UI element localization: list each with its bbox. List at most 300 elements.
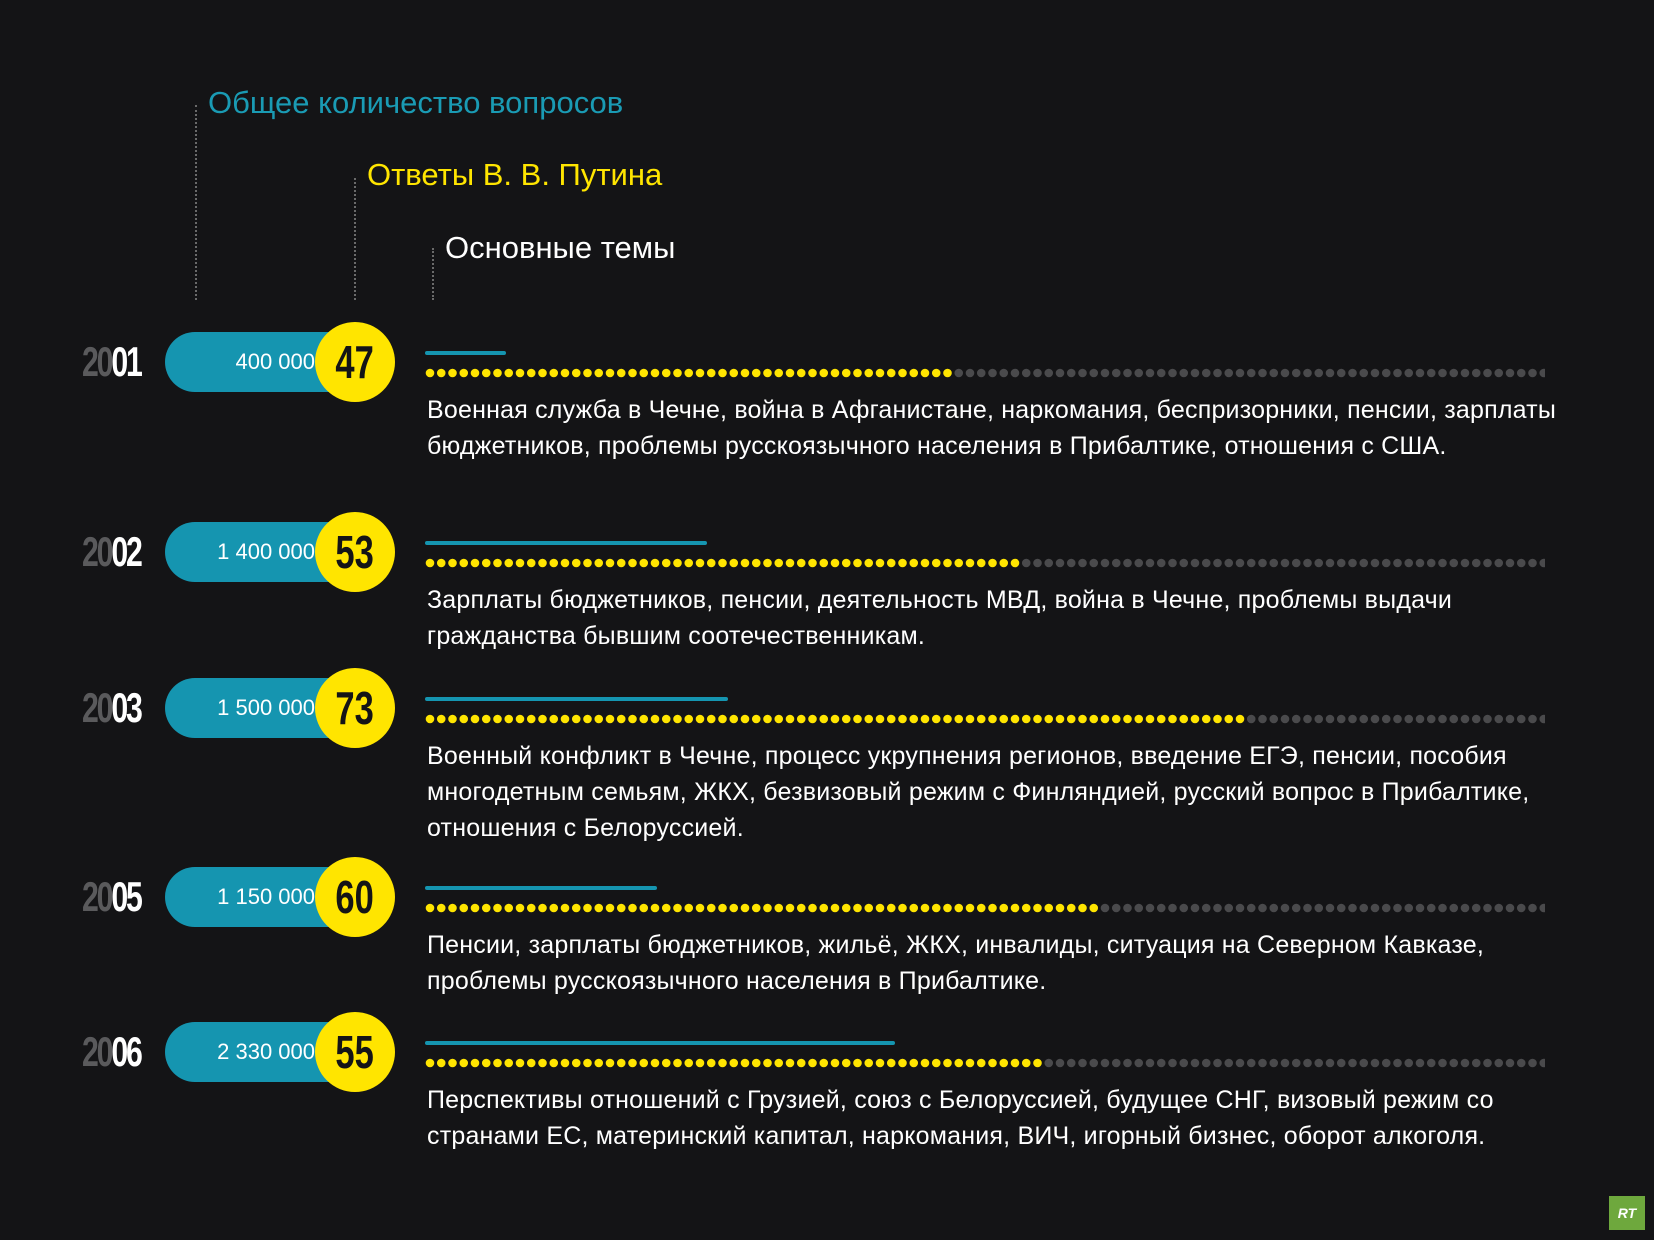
answer-dot-empty — [1359, 715, 1368, 724]
answer-dot-empty — [1483, 369, 1492, 378]
answer-dot-filled — [561, 715, 570, 724]
answer-dot-filled — [887, 369, 896, 378]
answer-dot-filled — [999, 715, 1008, 724]
answer-dot-filled — [426, 1059, 435, 1068]
answer-dot-filled — [1022, 715, 1031, 724]
answer-dot-filled — [774, 904, 783, 913]
answer-dot-filled — [999, 559, 1008, 568]
answer-dot-filled — [493, 1059, 502, 1068]
answer-dot-filled — [887, 1059, 896, 1068]
total-questions-value: 1 150 000 — [217, 884, 315, 909]
answer-dot-filled — [561, 369, 570, 378]
answer-dot-filled — [583, 1059, 592, 1068]
guide-line-topics — [432, 248, 434, 300]
answer-dot-filled — [718, 1059, 727, 1068]
answer-dot-empty — [1404, 715, 1413, 724]
answer-dot-filled — [921, 1059, 930, 1068]
answer-dot-filled — [966, 1059, 975, 1068]
answer-dot-filled — [471, 559, 480, 568]
answer-dot-filled — [741, 715, 750, 724]
answer-dot-empty — [1314, 904, 1323, 913]
rt-logo: RT — [1609, 1196, 1645, 1230]
answer-dot-empty — [1438, 369, 1447, 378]
answer-dot-filled — [943, 559, 952, 568]
answer-dot-empty — [999, 369, 1008, 378]
answer-dot-filled — [606, 369, 615, 378]
answer-dot-filled — [459, 1059, 468, 1068]
answer-dot-empty — [1359, 904, 1368, 913]
answer-dot-filled — [673, 715, 682, 724]
answers-count-value: 60 — [335, 871, 375, 923]
answer-dot-filled — [921, 715, 930, 724]
answer-dot-filled — [1011, 559, 1020, 568]
answer-dot-empty — [1506, 559, 1515, 568]
answer-dot-filled — [1179, 715, 1188, 724]
answer-dot-filled — [763, 715, 772, 724]
answer-dot-empty — [1146, 559, 1155, 568]
total-questions-bar — [425, 1041, 895, 1045]
answer-dot-filled — [639, 715, 648, 724]
answer-dot-empty — [1089, 559, 1098, 568]
answer-dot-filled — [831, 715, 840, 724]
answer-dot-filled — [572, 904, 581, 913]
answer-dot-empty — [1449, 1059, 1458, 1068]
answer-dot-filled — [718, 559, 727, 568]
answer-dot-empty — [1213, 559, 1222, 568]
answer-dot-filled — [797, 904, 806, 913]
answer-dot-filled — [954, 559, 963, 568]
answer-dot-filled — [876, 559, 885, 568]
answer-dot-filled — [1236, 715, 1245, 724]
answer-dot-filled — [482, 904, 491, 913]
answer-dot-filled — [493, 904, 502, 913]
answer-dot-filled — [752, 715, 761, 724]
answer-dot-filled — [583, 559, 592, 568]
answer-dot-filled — [932, 715, 941, 724]
answer-dot-filled — [819, 369, 828, 378]
answer-dot-filled — [1033, 715, 1042, 724]
answer-dot-filled — [943, 369, 952, 378]
total-questions-value: 1 500 000 — [217, 695, 315, 720]
answer-dot-filled — [527, 715, 536, 724]
answer-dot-filled — [707, 369, 716, 378]
answer-dot-empty — [1168, 369, 1177, 378]
answer-dot-filled — [448, 904, 457, 913]
answer-dot-empty — [1292, 1059, 1301, 1068]
answer-dot-empty — [1089, 369, 1098, 378]
answer-dot-filled — [1022, 1059, 1031, 1068]
answer-dot-filled — [662, 559, 671, 568]
answer-dot-filled — [1022, 904, 1031, 913]
answer-dot-empty — [1528, 1059, 1537, 1068]
answer-dot-filled — [482, 369, 491, 378]
guide-line-total — [195, 105, 197, 300]
answer-dot-empty — [1123, 559, 1132, 568]
answer-dot-filled — [853, 1059, 862, 1068]
answer-dot-empty — [1539, 559, 1545, 568]
total-questions-bar — [425, 541, 707, 545]
answer-dot-empty — [1517, 904, 1526, 913]
answer-dot-empty — [1078, 559, 1087, 568]
year-label — [82, 685, 141, 731]
year-suffix: 05 — [111, 873, 141, 920]
answer-dot-empty — [1539, 369, 1545, 378]
answer-dot-filled — [662, 904, 671, 913]
answer-dot-empty — [1461, 1059, 1470, 1068]
answer-dot-filled — [864, 715, 873, 724]
year-prefix: 20 — [82, 1028, 112, 1075]
answer-dot-empty — [1202, 904, 1211, 913]
answer-dot-filled — [741, 559, 750, 568]
answer-dot-filled — [459, 559, 468, 568]
answer-dot-filled — [977, 715, 986, 724]
answer-dot-filled — [583, 715, 592, 724]
answer-dot-filled — [977, 904, 986, 913]
answer-dot-filled — [786, 904, 795, 913]
answer-dot-empty — [1337, 904, 1346, 913]
answer-dot-filled — [876, 715, 885, 724]
answer-dot-filled — [954, 904, 963, 913]
answer-dot-empty — [1134, 559, 1143, 568]
answer-dot-filled — [988, 904, 997, 913]
answer-dot-filled — [572, 715, 581, 724]
answer-dot-filled — [966, 904, 975, 913]
answer-dot-filled — [437, 1059, 446, 1068]
answer-dot-filled — [842, 715, 851, 724]
answer-dot-empty — [1539, 904, 1545, 913]
answer-dot-empty — [1134, 904, 1143, 913]
answer-dot-filled — [493, 559, 502, 568]
total-questions-bar — [425, 886, 657, 890]
answer-dot-filled — [876, 904, 885, 913]
answer-dot-filled — [639, 904, 648, 913]
answer-dot-filled — [853, 904, 862, 913]
year-label — [82, 1029, 141, 1075]
answer-dot-filled — [977, 1059, 986, 1068]
answer-dot-filled — [729, 904, 738, 913]
answers-dot-scale — [425, 712, 1545, 726]
answer-dot-filled — [786, 369, 795, 378]
total-questions-bar — [425, 351, 506, 355]
answer-dot-filled — [774, 369, 783, 378]
answer-dot-empty — [1303, 559, 1312, 568]
answer-dot-filled — [1056, 904, 1065, 913]
answer-dot-empty — [1067, 369, 1076, 378]
answer-dot-empty — [1089, 1059, 1098, 1068]
answer-dot-filled — [527, 559, 536, 568]
answer-dot-empty — [1371, 715, 1380, 724]
answer-dot-empty — [1427, 904, 1436, 913]
answer-dot-filled — [594, 1059, 603, 1068]
answer-dot-empty — [1281, 369, 1290, 378]
answer-dot-filled — [909, 904, 918, 913]
answers-dot-scale — [425, 1056, 1545, 1070]
answer-dot-filled — [774, 715, 783, 724]
answer-dot-filled — [504, 715, 513, 724]
answer-dot-filled — [684, 1059, 693, 1068]
answer-dot-empty — [1382, 715, 1391, 724]
answer-dot-filled — [538, 904, 547, 913]
answer-dot-filled — [718, 904, 727, 913]
answer-dot-empty — [1179, 369, 1188, 378]
answer-dot-filled — [999, 904, 1008, 913]
answer-dot-filled — [448, 369, 457, 378]
answer-dot-empty — [1359, 1059, 1368, 1068]
answer-dot-empty — [1258, 715, 1267, 724]
year-label — [82, 874, 141, 920]
answer-dot-filled — [707, 715, 716, 724]
answer-dot-filled — [1112, 715, 1121, 724]
answer-dot-empty — [1337, 1059, 1346, 1068]
answer-dot-filled — [583, 904, 592, 913]
year-suffix: 06 — [111, 1028, 141, 1075]
answers-count-value: 47 — [335, 336, 375, 388]
answer-dot-empty — [1427, 559, 1436, 568]
answer-dot-filled — [864, 559, 873, 568]
answer-dot-empty — [1056, 369, 1065, 378]
answer-dot-empty — [1539, 715, 1545, 724]
answer-dot-empty — [1461, 559, 1470, 568]
answer-dot-filled — [651, 1059, 660, 1068]
answers-count-circle — [315, 857, 395, 937]
answer-dot-empty — [1281, 715, 1290, 724]
answer-dot-filled — [786, 715, 795, 724]
answer-dot-empty — [1449, 559, 1458, 568]
answer-dot-filled — [763, 369, 772, 378]
answer-dot-empty — [1157, 369, 1166, 378]
answer-dot-filled — [752, 559, 761, 568]
answer-dot-filled — [808, 904, 817, 913]
answer-dot-empty — [1213, 904, 1222, 913]
answer-dot-filled — [797, 715, 806, 724]
answer-dot-filled — [696, 715, 705, 724]
answer-dot-empty — [1224, 369, 1233, 378]
answer-dot-filled — [572, 369, 581, 378]
answer-dot-filled — [606, 559, 615, 568]
answer-dot-filled — [1056, 715, 1065, 724]
answer-dot-empty — [1483, 559, 1492, 568]
answer-dot-filled — [1168, 715, 1177, 724]
answer-dot-empty — [1056, 1059, 1065, 1068]
answer-dot-filled — [527, 369, 536, 378]
answer-dot-filled — [437, 904, 446, 913]
answer-dot-filled — [966, 715, 975, 724]
answer-dot-empty — [1393, 904, 1402, 913]
answer-dot-empty — [1371, 904, 1380, 913]
year-prefix: 20 — [82, 873, 112, 920]
answer-dot-empty — [1416, 559, 1425, 568]
answer-dot-empty — [1224, 559, 1233, 568]
answer-dot-empty — [1269, 559, 1278, 568]
answer-dot-filled — [437, 369, 446, 378]
answer-dot-empty — [1472, 1059, 1481, 1068]
answer-dot-filled — [482, 559, 491, 568]
answer-dot-empty — [1393, 369, 1402, 378]
answer-dot-filled — [673, 559, 682, 568]
answer-dot-filled — [594, 904, 603, 913]
answer-dot-filled — [831, 559, 840, 568]
answer-dot-filled — [426, 715, 435, 724]
answer-dot-empty — [1202, 559, 1211, 568]
answer-dot-filled — [471, 904, 480, 913]
answer-dot-filled — [696, 559, 705, 568]
answer-dot-empty — [1382, 369, 1391, 378]
answer-dot-filled — [831, 369, 840, 378]
answer-dot-filled — [1224, 715, 1233, 724]
answer-dot-filled — [842, 904, 851, 913]
answer-dot-empty — [966, 369, 975, 378]
answer-dot-empty — [1382, 559, 1391, 568]
answer-dot-empty — [1314, 369, 1323, 378]
answer-dot-filled — [921, 369, 930, 378]
answer-dot-filled — [741, 1059, 750, 1068]
answer-dot-empty — [1427, 369, 1436, 378]
answer-dot-filled — [898, 1059, 907, 1068]
answer-dot-filled — [504, 559, 513, 568]
answer-dot-empty — [1044, 559, 1053, 568]
answer-dot-filled — [651, 904, 660, 913]
answer-dot-empty — [1427, 1059, 1436, 1068]
answer-dot-filled — [763, 559, 772, 568]
answer-dot-filled — [628, 715, 637, 724]
answer-dot-filled — [876, 369, 885, 378]
answer-dot-empty — [1179, 559, 1188, 568]
answer-dot-filled — [617, 1059, 626, 1068]
answer-dot-empty — [1157, 1059, 1166, 1068]
header-total-questions: Общее количество вопросов — [208, 85, 624, 120]
answer-dot-empty — [1123, 369, 1132, 378]
answers-count-value: 53 — [335, 526, 375, 578]
answer-dot-empty — [1112, 904, 1121, 913]
answer-dot-empty — [1472, 715, 1481, 724]
answer-dot-filled — [606, 1059, 615, 1068]
answer-dot-empty — [1337, 715, 1346, 724]
answer-dot-empty — [1146, 1059, 1155, 1068]
answer-dot-filled — [594, 715, 603, 724]
answer-dot-filled — [673, 369, 682, 378]
answer-dot-empty — [1494, 369, 1503, 378]
answer-dot-filled — [572, 1059, 581, 1068]
answer-dot-empty — [1506, 904, 1515, 913]
answer-dot-filled — [606, 715, 615, 724]
answer-dot-filled — [774, 559, 783, 568]
answer-dot-empty — [1517, 369, 1526, 378]
answer-dot-empty — [988, 369, 997, 378]
answer-dot-filled — [639, 559, 648, 568]
answer-dot-filled — [977, 559, 986, 568]
year-prefix: 20 — [82, 684, 112, 731]
answer-dot-empty — [1191, 904, 1200, 913]
answer-dot-filled — [561, 904, 570, 913]
answer-dot-filled — [1011, 1059, 1020, 1068]
answer-dot-empty — [1528, 715, 1537, 724]
answer-dot-filled — [482, 1059, 491, 1068]
answer-dot-filled — [426, 369, 435, 378]
answer-dot-filled — [1089, 904, 1098, 913]
answer-dot-filled — [842, 559, 851, 568]
answer-dot-filled — [1101, 715, 1110, 724]
answer-dot-filled — [662, 369, 671, 378]
answer-dot-empty — [1101, 904, 1110, 913]
answer-dot-empty — [1416, 1059, 1425, 1068]
answer-dot-empty — [1337, 559, 1346, 568]
answer-dot-empty — [1292, 369, 1301, 378]
answer-dot-empty — [1483, 1059, 1492, 1068]
answer-dot-empty — [1472, 904, 1481, 913]
answer-dot-filled — [617, 904, 626, 913]
answer-dot-filled — [1191, 715, 1200, 724]
answer-dot-filled — [808, 715, 817, 724]
answer-dot-empty — [1101, 369, 1110, 378]
answer-dot-filled — [988, 1059, 997, 1068]
answer-dot-filled — [448, 1059, 457, 1068]
answer-dot-empty — [1179, 904, 1188, 913]
answer-dot-empty — [1213, 369, 1222, 378]
answer-dot-filled — [1067, 904, 1076, 913]
answer-dot-filled — [752, 1059, 761, 1068]
answer-dot-empty — [1157, 904, 1166, 913]
answer-dot-empty — [1292, 715, 1301, 724]
answer-dot-filled — [853, 559, 862, 568]
answer-dot-filled — [786, 559, 795, 568]
year-label — [82, 339, 141, 385]
answer-dot-filled — [684, 904, 693, 913]
answer-dot-empty — [1393, 1059, 1402, 1068]
answer-dot-empty — [1337, 369, 1346, 378]
answer-dot-filled — [583, 369, 592, 378]
answer-dot-empty — [1247, 559, 1256, 568]
answer-dot-filled — [909, 369, 918, 378]
answer-dot-filled — [1011, 904, 1020, 913]
answer-dot-filled — [561, 1059, 570, 1068]
answers-dot-scale — [425, 366, 1545, 380]
answer-dot-empty — [1146, 904, 1155, 913]
answer-dot-empty — [1134, 369, 1143, 378]
answer-dot-empty — [1472, 559, 1481, 568]
answer-dot-empty — [1056, 559, 1065, 568]
answer-dot-empty — [1382, 1059, 1391, 1068]
answer-dot-empty — [1078, 369, 1087, 378]
answer-dot-empty — [1528, 369, 1537, 378]
answer-dot-filled — [898, 904, 907, 913]
answer-dot-empty — [1247, 904, 1256, 913]
answer-dot-filled — [819, 715, 828, 724]
answer-dot-filled — [909, 559, 918, 568]
guide-line-answers — [354, 178, 356, 300]
answer-dot-filled — [898, 559, 907, 568]
answer-dot-empty — [1326, 1059, 1335, 1068]
answer-dot-empty — [1348, 904, 1357, 913]
answer-dot-empty — [1314, 715, 1323, 724]
answer-dot-filled — [538, 369, 547, 378]
answer-dot-empty — [1078, 1059, 1087, 1068]
answer-dot-filled — [1134, 715, 1143, 724]
answer-dot-empty — [1483, 715, 1492, 724]
answer-dot-empty — [1269, 369, 1278, 378]
answer-dot-empty — [1157, 559, 1166, 568]
answer-dot-empty — [1269, 715, 1278, 724]
answer-dot-empty — [1359, 559, 1368, 568]
answer-dot-filled — [909, 715, 918, 724]
answer-dot-empty — [1438, 715, 1447, 724]
answer-dot-filled — [606, 904, 615, 913]
answer-dot-empty — [1179, 1059, 1188, 1068]
answer-dot-filled — [549, 1059, 558, 1068]
answer-dot-empty — [1224, 1059, 1233, 1068]
answer-dot-filled — [741, 369, 750, 378]
answer-dot-filled — [763, 904, 772, 913]
answer-dot-filled — [932, 559, 941, 568]
